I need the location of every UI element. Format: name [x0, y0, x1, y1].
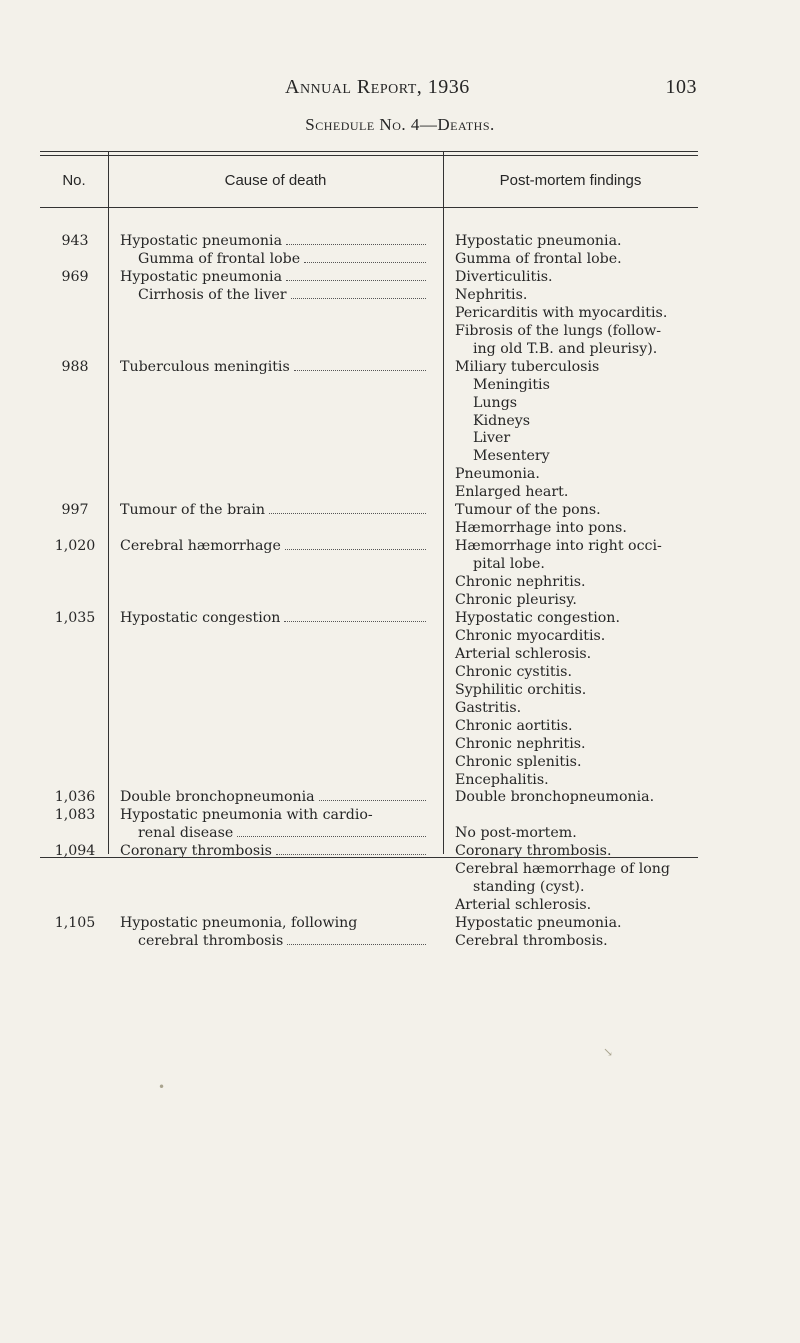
dot-leader	[286, 244, 426, 245]
dot-leader	[291, 298, 426, 299]
finding-line: Kidneys	[473, 412, 531, 429]
finding-line: Cerebral thrombosis.	[455, 933, 608, 950]
page-number: 103	[665, 76, 697, 98]
dot-leader	[287, 944, 426, 945]
finding-line: pital lobe.	[473, 556, 545, 573]
dot-leader	[284, 621, 426, 622]
finding-line: Hypostatic pneumonia.	[455, 915, 622, 932]
schedule-title: Schedule No. 4—Deaths.	[305, 115, 495, 134]
cause-text: cerebral thrombosis	[138, 933, 284, 950]
cause-text: Cerebral hæmorrhage	[120, 538, 281, 555]
row-number: 1,036	[54, 789, 96, 806]
finding-line: Chronic cystitis.	[455, 663, 572, 680]
table-top-rule	[40, 151, 698, 152]
table-top-rule-double	[40, 155, 698, 156]
dot-leader	[269, 513, 426, 514]
finding-line: ing old T.B. and pleurisy).	[473, 340, 658, 357]
row-number: 969	[61, 268, 89, 285]
cause-text: Double bronchopneumonia	[120, 789, 315, 806]
cause-line	[120, 233, 432, 251]
cause-line	[120, 915, 432, 933]
finding-line: Hæmorrhage into pons.	[455, 520, 627, 537]
dot-leader	[286, 280, 426, 281]
finding-line: Encephalitis.	[455, 771, 549, 788]
finding-line: Diverticulitis.	[455, 268, 553, 285]
finding-line: Fibrosis of the lungs (follow-	[455, 322, 662, 339]
cause-text: Hypostatic pneumonia	[120, 233, 283, 249]
cause-line	[120, 287, 450, 305]
cause-line	[120, 269, 432, 287]
cause-text: Gumma of frontal lobe	[138, 250, 301, 267]
finding-line: Pneumonia.	[455, 466, 540, 483]
dot-leader	[285, 549, 426, 550]
row-number: 1,083	[54, 807, 96, 824]
cause-line	[120, 789, 432, 807]
dot-leader	[319, 800, 426, 801]
cause-text: Hypostatic pneumonia, following	[120, 915, 358, 932]
cause-line	[120, 359, 432, 377]
cause-text: Hypostatic congestion	[120, 609, 281, 626]
cause-line	[120, 251, 450, 269]
header-no: No.	[62, 172, 86, 189]
cause-line	[120, 538, 432, 556]
row-number: 988	[61, 358, 89, 375]
finding-line: Enlarged heart.	[455, 484, 569, 501]
finding-line: Chronic splenitis.	[455, 753, 582, 770]
finding-line: Chronic nephritis.	[455, 574, 586, 591]
dot-leader	[276, 854, 426, 855]
row-number: 997	[61, 502, 89, 519]
dot-leader	[294, 370, 426, 371]
finding-line: No post-mortem.	[455, 825, 577, 842]
finding-line: Miliary tuberculosis	[455, 358, 600, 375]
finding-line: Hæmorrhage into right occi-	[455, 538, 662, 555]
finding-line: Gumma of frontal lobe.	[455, 250, 622, 267]
row-number: 1,035	[54, 609, 96, 626]
row-number: 1,105	[54, 915, 96, 932]
finding-line: Chronic nephritis.	[455, 735, 586, 752]
finding-line: Lungs	[473, 394, 518, 411]
report-title: Annual Report, 1936	[285, 76, 470, 98]
cause-line	[120, 825, 450, 843]
row-number: 943	[61, 233, 89, 249]
table-header-rule	[40, 207, 698, 208]
finding-line: Cerebral hæmorrhage of long	[455, 861, 671, 878]
finding-line: Tumour of the pons.	[455, 502, 601, 519]
cause-text: Tuberculous meningitis	[120, 358, 290, 375]
finding-line: Syphilitic orchitis.	[455, 681, 587, 698]
cause-line	[120, 502, 432, 520]
finding-line: Liver	[473, 430, 511, 447]
row-number: 1,094	[54, 843, 96, 860]
finding-line: Meningitis	[473, 376, 550, 393]
cause-text: Hypostatic pneumonia with cardio-	[120, 807, 373, 824]
scan-speck-icon: ↘	[603, 1045, 614, 1059]
cause-line	[120, 843, 432, 861]
finding-line: Chronic myocarditis.	[455, 627, 606, 644]
cause-text: renal disease	[138, 825, 234, 842]
header-findings: Post-mortem findings	[499, 172, 642, 189]
cause-line	[120, 933, 450, 951]
cause-text: Cirrhosis of the liver	[138, 286, 287, 303]
finding-line: Double bronchopneumonia.	[455, 789, 655, 806]
finding-line: Chronic aortitis.	[455, 717, 573, 734]
finding-line: Arterial schlerosis.	[455, 897, 592, 914]
header-cause: Cause of death	[224, 172, 327, 189]
finding-line: standing (cyst).	[473, 879, 585, 896]
row-number: 1,020	[54, 538, 96, 555]
dot-leader	[237, 836, 426, 837]
scan-dot-icon: •	[158, 1080, 166, 1094]
finding-line: Hypostatic congestion.	[455, 609, 620, 626]
cause-text: Coronary thrombosis	[120, 843, 272, 860]
finding-line: Chronic pleurisy.	[455, 592, 577, 608]
finding-line: Arterial schlerosis.	[455, 645, 592, 662]
finding-line: Pericarditis with myocarditis.	[455, 304, 668, 321]
cause-text: Hypostatic pneumonia	[120, 268, 283, 285]
finding-line: Gastritis.	[455, 699, 522, 716]
cause-line	[120, 610, 432, 628]
dot-leader	[304, 262, 426, 263]
finding-line: Hypostatic pneumonia.	[455, 233, 622, 249]
cause-line	[120, 807, 432, 825]
finding-line: Nephritis.	[455, 286, 528, 303]
finding-line: Coronary thrombosis.	[455, 843, 612, 860]
cause-text: Tumour of the brain	[120, 502, 266, 519]
finding-line: Mesentery	[473, 448, 550, 465]
